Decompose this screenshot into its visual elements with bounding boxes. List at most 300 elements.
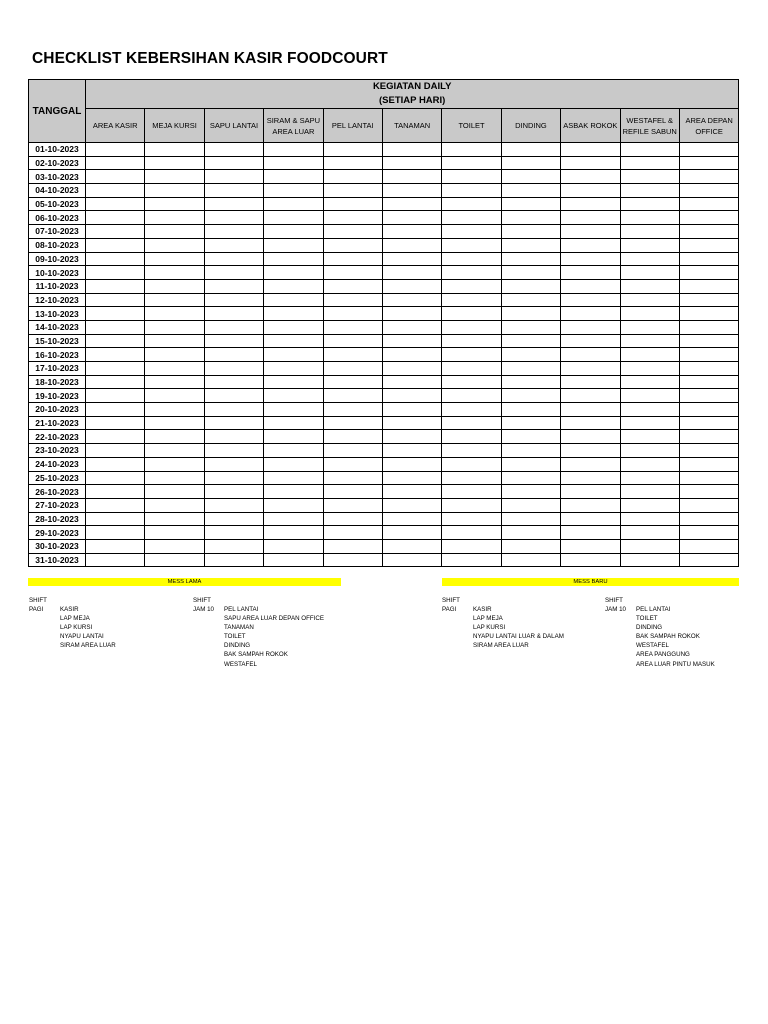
check-cell[interactable] [501,539,560,553]
check-cell[interactable] [501,211,560,225]
check-cell[interactable] [86,266,145,280]
check-cell[interactable] [679,184,738,198]
check-cell[interactable] [264,375,323,389]
check-cell[interactable] [501,485,560,499]
check-cell[interactable] [620,485,679,499]
check-cell[interactable] [501,238,560,252]
check-cell[interactable] [620,553,679,567]
check-cell[interactable] [561,498,620,512]
check-cell[interactable] [561,320,620,334]
check-cell[interactable] [86,444,145,458]
check-cell[interactable] [264,403,323,417]
check-cell[interactable] [204,471,263,485]
check-cell[interactable] [145,512,204,526]
check-cell[interactable] [204,403,263,417]
check-cell[interactable] [323,320,382,334]
check-cell[interactable] [679,293,738,307]
check-cell[interactable] [501,266,560,280]
check-cell[interactable] [323,471,382,485]
check-cell[interactable] [264,498,323,512]
check-cell[interactable] [145,225,204,239]
check-cell[interactable] [679,512,738,526]
check-cell[interactable] [204,444,263,458]
check-cell[interactable] [501,293,560,307]
check-cell[interactable] [501,403,560,417]
check-cell[interactable] [382,170,441,184]
check-cell[interactable] [620,252,679,266]
check-cell[interactable] [204,266,263,280]
check-cell[interactable] [561,539,620,553]
check-cell[interactable] [620,211,679,225]
check-cell[interactable] [679,170,738,184]
check-cell[interactable] [620,307,679,321]
check-cell[interactable] [86,375,145,389]
check-cell[interactable] [382,279,441,293]
check-cell[interactable] [204,279,263,293]
check-cell[interactable] [620,526,679,540]
check-cell[interactable] [679,156,738,170]
check-cell[interactable] [323,498,382,512]
check-cell[interactable] [501,320,560,334]
check-cell[interactable] [204,362,263,376]
check-cell[interactable] [620,184,679,198]
check-cell[interactable] [679,553,738,567]
check-cell[interactable] [382,252,441,266]
check-cell[interactable] [561,471,620,485]
check-cell[interactable] [679,320,738,334]
check-cell[interactable] [442,348,501,362]
check-cell[interactable] [620,238,679,252]
check-cell[interactable] [264,238,323,252]
check-cell[interactable] [382,553,441,567]
check-cell[interactable] [442,526,501,540]
check-cell[interactable] [382,471,441,485]
check-cell[interactable] [442,279,501,293]
check-cell[interactable] [145,197,204,211]
check-cell[interactable] [382,225,441,239]
check-cell[interactable] [86,293,145,307]
check-cell[interactable] [86,225,145,239]
check-cell[interactable] [501,512,560,526]
check-cell[interactable] [620,293,679,307]
check-cell[interactable] [561,375,620,389]
check-cell[interactable] [204,375,263,389]
check-cell[interactable] [442,471,501,485]
check-cell[interactable] [382,211,441,225]
check-cell[interactable] [679,526,738,540]
check-cell[interactable] [382,238,441,252]
check-cell[interactable] [442,375,501,389]
check-cell[interactable] [264,362,323,376]
check-cell[interactable] [86,498,145,512]
check-cell[interactable] [323,334,382,348]
check-cell[interactable] [561,416,620,430]
check-cell[interactable] [264,334,323,348]
check-cell[interactable] [382,266,441,280]
check-cell[interactable] [264,553,323,567]
check-cell[interactable] [442,362,501,376]
check-cell[interactable] [323,238,382,252]
check-cell[interactable] [323,307,382,321]
check-cell[interactable] [323,348,382,362]
check-cell[interactable] [382,307,441,321]
check-cell[interactable] [86,170,145,184]
check-cell[interactable] [561,553,620,567]
check-cell[interactable] [204,498,263,512]
check-cell[interactable] [204,348,263,362]
check-cell[interactable] [264,430,323,444]
check-cell[interactable] [145,143,204,157]
check-cell[interactable] [679,403,738,417]
check-cell[interactable] [264,348,323,362]
check-cell[interactable] [86,211,145,225]
check-cell[interactable] [264,143,323,157]
check-cell[interactable] [145,444,204,458]
check-cell[interactable] [679,225,738,239]
check-cell[interactable] [501,156,560,170]
check-cell[interactable] [561,389,620,403]
check-cell[interactable] [264,416,323,430]
check-cell[interactable] [561,348,620,362]
check-cell[interactable] [145,334,204,348]
check-cell[interactable] [86,430,145,444]
check-cell[interactable] [204,553,263,567]
check-cell[interactable] [679,279,738,293]
check-cell[interactable] [145,457,204,471]
check-cell[interactable] [382,444,441,458]
check-cell[interactable] [323,403,382,417]
check-cell[interactable] [264,471,323,485]
check-cell[interactable] [620,416,679,430]
check-cell[interactable] [561,238,620,252]
check-cell[interactable] [382,403,441,417]
check-cell[interactable] [501,184,560,198]
check-cell[interactable] [86,252,145,266]
check-cell[interactable] [561,252,620,266]
check-cell[interactable] [620,471,679,485]
check-cell[interactable] [264,320,323,334]
check-cell[interactable] [382,457,441,471]
check-cell[interactable] [86,416,145,430]
check-cell[interactable] [145,430,204,444]
check-cell[interactable] [323,143,382,157]
check-cell[interactable] [204,156,263,170]
check-cell[interactable] [264,444,323,458]
check-cell[interactable] [204,457,263,471]
check-cell[interactable] [442,457,501,471]
check-cell[interactable] [86,279,145,293]
check-cell[interactable] [145,375,204,389]
check-cell[interactable] [442,197,501,211]
check-cell[interactable] [620,389,679,403]
check-cell[interactable] [86,403,145,417]
check-cell[interactable] [620,539,679,553]
check-cell[interactable] [145,238,204,252]
check-cell[interactable] [442,307,501,321]
check-cell[interactable] [382,389,441,403]
check-cell[interactable] [323,375,382,389]
check-cell[interactable] [145,211,204,225]
check-cell[interactable] [264,512,323,526]
check-cell[interactable] [86,143,145,157]
check-cell[interactable] [204,143,263,157]
check-cell[interactable] [323,512,382,526]
check-cell[interactable] [679,375,738,389]
check-cell[interactable] [323,252,382,266]
check-cell[interactable] [561,170,620,184]
check-cell[interactable] [620,170,679,184]
check-cell[interactable] [264,389,323,403]
check-cell[interactable] [561,197,620,211]
check-cell[interactable] [323,211,382,225]
check-cell[interactable] [204,539,263,553]
check-cell[interactable] [442,539,501,553]
check-cell[interactable] [561,403,620,417]
check-cell[interactable] [145,320,204,334]
check-cell[interactable] [442,553,501,567]
check-cell[interactable] [323,457,382,471]
check-cell[interactable] [501,362,560,376]
check-cell[interactable] [86,238,145,252]
check-cell[interactable] [145,293,204,307]
check-cell[interactable] [323,225,382,239]
check-cell[interactable] [382,184,441,198]
check-cell[interactable] [501,348,560,362]
check-cell[interactable] [382,348,441,362]
check-cell[interactable] [679,485,738,499]
check-cell[interactable] [620,348,679,362]
check-cell[interactable] [264,156,323,170]
check-cell[interactable] [382,156,441,170]
check-cell[interactable] [442,485,501,499]
check-cell[interactable] [442,143,501,157]
check-cell[interactable] [145,553,204,567]
check-cell[interactable] [204,238,263,252]
check-cell[interactable] [442,225,501,239]
check-cell[interactable] [561,266,620,280]
check-cell[interactable] [323,362,382,376]
check-cell[interactable] [442,170,501,184]
check-cell[interactable] [679,266,738,280]
check-cell[interactable] [501,430,560,444]
check-cell[interactable] [264,197,323,211]
check-cell[interactable] [86,539,145,553]
check-cell[interactable] [382,430,441,444]
check-cell[interactable] [501,526,560,540]
check-cell[interactable] [561,211,620,225]
check-cell[interactable] [561,143,620,157]
check-cell[interactable] [145,156,204,170]
check-cell[interactable] [204,416,263,430]
check-cell[interactable] [679,389,738,403]
check-cell[interactable] [561,334,620,348]
check-cell[interactable] [620,403,679,417]
check-cell[interactable] [145,526,204,540]
check-cell[interactable] [204,225,263,239]
check-cell[interactable] [323,539,382,553]
check-cell[interactable] [382,416,441,430]
check-cell[interactable] [145,389,204,403]
check-cell[interactable] [382,334,441,348]
check-cell[interactable] [442,403,501,417]
check-cell[interactable] [145,416,204,430]
check-cell[interactable] [561,526,620,540]
check-cell[interactable] [323,430,382,444]
check-cell[interactable] [442,430,501,444]
check-cell[interactable] [501,389,560,403]
check-cell[interactable] [323,389,382,403]
check-cell[interactable] [86,512,145,526]
check-cell[interactable] [679,471,738,485]
check-cell[interactable] [264,457,323,471]
check-cell[interactable] [501,252,560,266]
check-cell[interactable] [561,225,620,239]
check-cell[interactable] [86,348,145,362]
check-cell[interactable] [145,539,204,553]
check-cell[interactable] [679,444,738,458]
check-cell[interactable] [323,553,382,567]
check-cell[interactable] [264,252,323,266]
check-cell[interactable] [679,238,738,252]
check-cell[interactable] [382,293,441,307]
check-cell[interactable] [382,539,441,553]
check-cell[interactable] [442,512,501,526]
check-cell[interactable] [561,430,620,444]
check-cell[interactable] [620,498,679,512]
check-cell[interactable] [442,293,501,307]
check-cell[interactable] [501,197,560,211]
check-cell[interactable] [145,266,204,280]
check-cell[interactable] [86,389,145,403]
check-cell[interactable] [501,375,560,389]
check-cell[interactable] [382,498,441,512]
check-cell[interactable] [145,252,204,266]
check-cell[interactable] [204,211,263,225]
check-cell[interactable] [204,307,263,321]
check-cell[interactable] [382,485,441,499]
check-cell[interactable] [561,362,620,376]
check-cell[interactable] [620,375,679,389]
check-cell[interactable] [145,485,204,499]
check-cell[interactable] [86,553,145,567]
check-cell[interactable] [145,279,204,293]
check-cell[interactable] [264,279,323,293]
check-cell[interactable] [264,539,323,553]
check-cell[interactable] [204,320,263,334]
check-cell[interactable] [442,416,501,430]
check-cell[interactable] [501,553,560,567]
check-cell[interactable] [204,197,263,211]
check-cell[interactable] [620,197,679,211]
check-cell[interactable] [86,457,145,471]
check-cell[interactable] [442,211,501,225]
check-cell[interactable] [620,156,679,170]
check-cell[interactable] [204,184,263,198]
check-cell[interactable] [382,375,441,389]
check-cell[interactable] [679,498,738,512]
check-cell[interactable] [501,307,560,321]
check-cell[interactable] [442,156,501,170]
check-cell[interactable] [442,252,501,266]
check-cell[interactable] [323,293,382,307]
check-cell[interactable] [442,238,501,252]
check-cell[interactable] [86,362,145,376]
check-cell[interactable] [501,334,560,348]
check-cell[interactable] [501,143,560,157]
check-cell[interactable] [86,320,145,334]
check-cell[interactable] [501,170,560,184]
check-cell[interactable] [323,266,382,280]
check-cell[interactable] [204,389,263,403]
check-cell[interactable] [264,184,323,198]
check-cell[interactable] [264,526,323,540]
check-cell[interactable] [501,225,560,239]
check-cell[interactable] [679,211,738,225]
check-cell[interactable] [86,184,145,198]
check-cell[interactable] [561,156,620,170]
check-cell[interactable] [323,197,382,211]
check-cell[interactable] [382,512,441,526]
check-cell[interactable] [323,526,382,540]
check-cell[interactable] [679,430,738,444]
check-cell[interactable] [145,471,204,485]
check-cell[interactable] [323,485,382,499]
check-cell[interactable] [442,266,501,280]
check-cell[interactable] [145,403,204,417]
check-cell[interactable] [679,197,738,211]
check-cell[interactable] [620,334,679,348]
check-cell[interactable] [442,184,501,198]
check-cell[interactable] [679,457,738,471]
check-cell[interactable] [501,498,560,512]
check-cell[interactable] [323,279,382,293]
check-cell[interactable] [382,320,441,334]
check-cell[interactable] [145,184,204,198]
check-cell[interactable] [620,457,679,471]
check-cell[interactable] [323,416,382,430]
check-cell[interactable] [679,334,738,348]
check-cell[interactable] [442,444,501,458]
check-cell[interactable] [204,512,263,526]
check-cell[interactable] [145,362,204,376]
check-cell[interactable] [620,362,679,376]
check-cell[interactable] [204,485,263,499]
check-cell[interactable] [204,252,263,266]
check-cell[interactable] [620,430,679,444]
check-cell[interactable] [86,526,145,540]
check-cell[interactable] [620,279,679,293]
check-cell[interactable] [561,457,620,471]
check-cell[interactable] [264,266,323,280]
check-cell[interactable] [501,471,560,485]
check-cell[interactable] [620,266,679,280]
check-cell[interactable] [264,211,323,225]
check-cell[interactable] [561,307,620,321]
check-cell[interactable] [382,143,441,157]
check-cell[interactable] [561,512,620,526]
check-cell[interactable] [204,293,263,307]
check-cell[interactable] [382,362,441,376]
check-cell[interactable] [620,143,679,157]
check-cell[interactable] [264,307,323,321]
check-cell[interactable] [679,307,738,321]
check-cell[interactable] [86,197,145,211]
check-cell[interactable] [501,416,560,430]
check-cell[interactable] [145,498,204,512]
check-cell[interactable] [264,485,323,499]
check-cell[interactable] [620,320,679,334]
check-cell[interactable] [264,170,323,184]
